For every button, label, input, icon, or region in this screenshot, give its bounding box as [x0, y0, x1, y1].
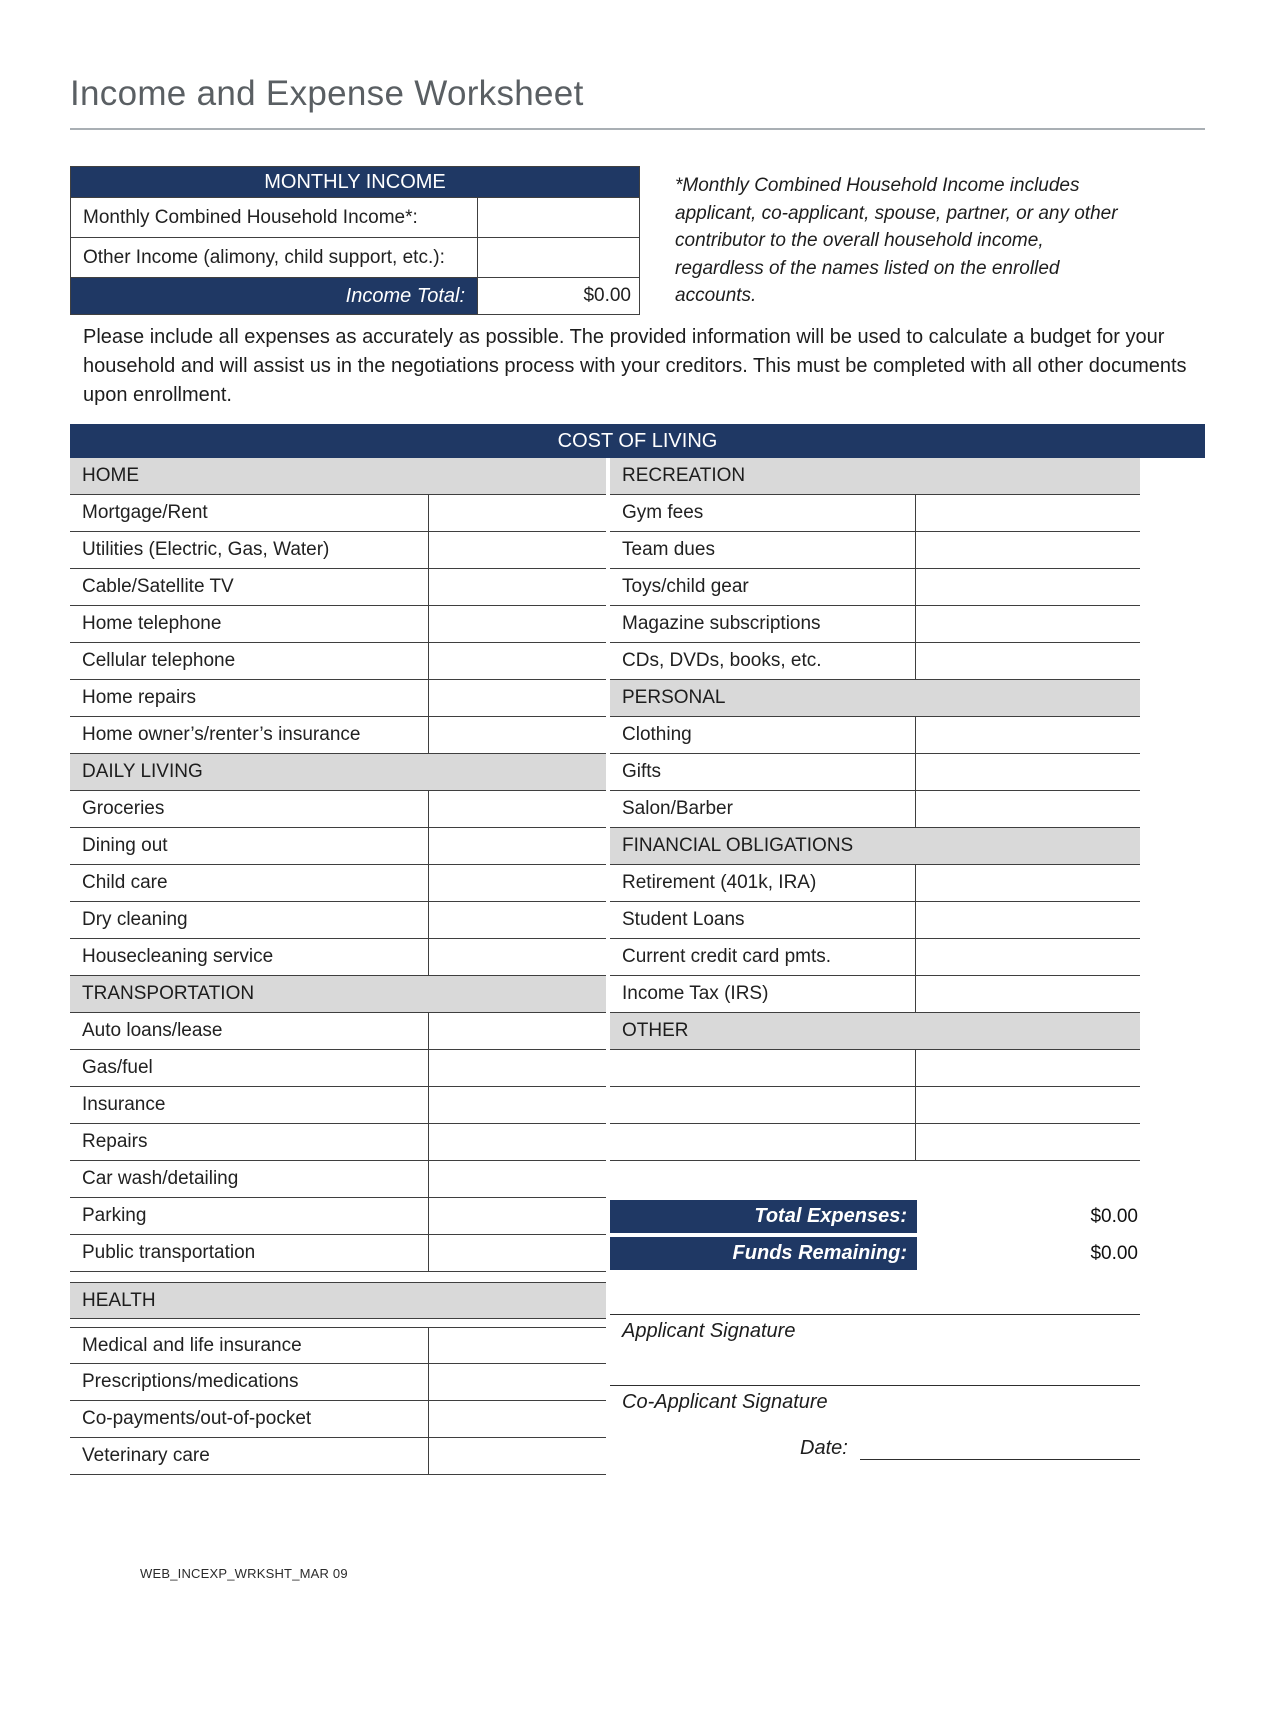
expense-amount-field[interactable] [915, 1087, 1140, 1123]
expense-row-co-payments-out-of-pocket [70, 1401, 606, 1438]
expense-amount-field[interactable] [428, 1364, 606, 1400]
expense-label: Gym fees [622, 502, 704, 523]
cost-right-rows [610, 458, 1140, 1272]
expense-row-student-loans [610, 902, 1140, 939]
spacer-row [70, 1272, 606, 1282]
section-header-home: HOME [70, 458, 606, 495]
expense-row-medical-and-life-insurance [70, 1327, 606, 1364]
expense-label: Public transportation [82, 1242, 256, 1263]
other-income-label: Other Income (alimony, child support, etc.): [83, 246, 445, 268]
instructions-text: Please include all expenses as accurately as possible. The provided information will be used to calculate a budget for your household and will assist us in the negotiations process with your creditors. This must be completed with all other documents upon enrollment. [83, 326, 1187, 406]
expense-row-car-wash-detailing [70, 1161, 606, 1198]
expense-row-gifts [610, 754, 1140, 791]
expense-amount-field[interactable] [428, 1235, 606, 1271]
expense-amount-field[interactable] [428, 680, 606, 716]
expense-row-mortgage-rent [70, 495, 606, 532]
expense-amount-field[interactable] [428, 606, 606, 642]
income-total-label: Income Total: [71, 278, 477, 314]
expense-amount-field[interactable] [428, 791, 606, 827]
expense-row-groceries [70, 791, 606, 828]
document-page [0, 74, 1275, 1475]
funds-remaining-label: Funds Remaining: [610, 1237, 917, 1270]
cost-of-living-header: COST OF LIVING [70, 424, 1205, 458]
expense-label [610, 1087, 915, 1123]
expense-amount-field[interactable] [428, 643, 606, 679]
funds-remaining-row [610, 1235, 1140, 1272]
expense-row-magazine-subscriptions [610, 606, 1140, 643]
expense-amount-field[interactable] [915, 902, 1140, 938]
expense-label [610, 1050, 915, 1086]
top-section [70, 166, 1205, 315]
expense-label: Toys/child gear [622, 576, 749, 597]
expense-amount-field[interactable] [915, 791, 1140, 827]
other-income-row [71, 237, 639, 277]
expense-amount-field[interactable] [428, 865, 606, 901]
expense-row-blank [610, 1050, 1140, 1087]
expense-row-dry-cleaning [70, 902, 606, 939]
expense-row-clothing [610, 717, 1140, 754]
cost-of-living-table [70, 458, 1205, 1475]
expense-row-income-tax-irs [610, 976, 1140, 1013]
applicant-signature-label: Applicant Signature [622, 1320, 796, 1342]
income-note: *Monthly Combined Household Income includes applicant, co-applicant, spouse, partner, or any other contributor to the overall household income, regardless of the names listed on the enrolled accounts. [675, 175, 1118, 306]
expense-row-blank [610, 1087, 1140, 1124]
expense-label: Clothing [622, 724, 692, 745]
expense-amount-field[interactable] [428, 1198, 606, 1234]
expense-amount-field[interactable] [915, 606, 1140, 642]
expense-amount-field[interactable] [915, 643, 1140, 679]
expense-label: Repairs [82, 1131, 148, 1152]
date-row [610, 1430, 1140, 1460]
document-footer: WEB_INCEXP_WRKSHT_MAR 09 [140, 1566, 348, 1581]
expense-row-current-credit-card-pmts [610, 939, 1140, 976]
title-divider [70, 128, 1205, 130]
page-title: Income and Expense Worksheet [70, 74, 584, 113]
expense-amount-field[interactable] [915, 976, 1140, 1012]
expense-amount-field[interactable] [428, 828, 606, 864]
expense-amount-field[interactable] [428, 1328, 606, 1363]
expense-row-public-transportation [70, 1235, 606, 1272]
expense-amount-field[interactable] [915, 495, 1140, 531]
expense-label: Home telephone [82, 613, 222, 634]
total-expenses-row [610, 1198, 1140, 1235]
expense-row-auto-loans-lease [70, 1013, 606, 1050]
expense-amount-field[interactable] [428, 569, 606, 605]
expense-label: Dry cleaning [82, 909, 188, 930]
expense-amount-field[interactable] [915, 569, 1140, 605]
total-expenses-label: Total Expenses: [610, 1200, 917, 1233]
expense-label [610, 1124, 915, 1160]
expense-row-team-dues [610, 532, 1140, 569]
expense-row-parking [70, 1198, 606, 1235]
expense-label: Student Loans [622, 909, 745, 930]
expense-row-home-telephone [70, 606, 606, 643]
expense-row-veterinary-care [70, 1438, 606, 1475]
monthly-income-header: MONTHLY INCOME [71, 167, 639, 197]
expense-label: Team dues [622, 539, 715, 560]
section-header-transportation: TRANSPORTATION [70, 976, 606, 1013]
cost-right-column [610, 458, 1140, 1475]
expense-row-gym-fees [610, 495, 1140, 532]
expense-row-cds-dvds-books-etc [610, 643, 1140, 680]
expense-row-cellular-telephone [70, 643, 606, 680]
household-income-field[interactable] [477, 198, 639, 237]
household-income-row [71, 197, 639, 237]
section-header-financial-obligations: FINANCIAL OBLIGATIONS [610, 828, 1140, 865]
expense-amount-field[interactable] [915, 1124, 1140, 1160]
expense-amount-field[interactable] [915, 939, 1140, 975]
expense-amount-field[interactable] [428, 1013, 606, 1049]
expense-row-prescriptions-medications [70, 1364, 606, 1401]
expense-row-child-care [70, 865, 606, 902]
signature-block [610, 1314, 1140, 1460]
expense-label: Parking [82, 1205, 147, 1226]
expense-label: Gifts [622, 761, 662, 782]
expense-row-home-owner-s-renter-s-insurance [70, 717, 606, 754]
expense-label: Housecleaning service [82, 946, 274, 967]
date-label: Date: [800, 1437, 848, 1459]
expense-label: Co-payments/out-of-pocket [82, 1408, 312, 1429]
spacer-row [610, 1161, 1140, 1198]
household-income-label: Monthly Combined Household Income*: [83, 206, 418, 228]
expense-label: Mortgage/Rent [82, 502, 208, 523]
expense-label: Gas/fuel [82, 1057, 153, 1078]
expense-label: Child care [82, 872, 168, 893]
expense-label: Home owner’s/renter’s insurance [82, 724, 361, 745]
date-field-line[interactable] [860, 1434, 1140, 1460]
other-income-field[interactable] [477, 238, 639, 277]
expense-row-insurance [70, 1087, 606, 1124]
expense-label: Groceries [82, 798, 165, 819]
cost-left-column [70, 458, 606, 1475]
spacer-row [70, 1319, 606, 1327]
expense-row-retirement-401k-ira [610, 865, 1140, 902]
expense-amount-field[interactable] [915, 1050, 1140, 1086]
expense-row-gas-fuel [70, 1050, 606, 1087]
expense-row-repairs [70, 1124, 606, 1161]
expense-label: Auto loans/lease [82, 1020, 223, 1041]
expense-row-blank [610, 1124, 1140, 1161]
expense-amount-field[interactable] [915, 865, 1140, 901]
income-total-row [71, 277, 639, 314]
expense-label: Veterinary care [82, 1445, 210, 1466]
section-header-daily-living: DAILY LIVING [70, 754, 606, 791]
expense-amount-field[interactable] [915, 754, 1140, 790]
expense-row-dining-out [70, 828, 606, 865]
expense-amount-field[interactable] [428, 1087, 606, 1123]
expense-label: Utilities (Electric, Gas, Water) [82, 539, 330, 560]
expense-amount-field[interactable] [428, 1401, 606, 1437]
expense-label: Retirement (401k, IRA) [622, 872, 817, 893]
expense-label: Cellular telephone [82, 650, 236, 671]
expense-label: Home repairs [82, 687, 197, 708]
expense-label: CDs, DVDs, books, etc. [622, 650, 822, 671]
expense-row-salon-barber [610, 791, 1140, 828]
expense-row-utilities-electric-gas-water [70, 532, 606, 569]
expense-amount-field[interactable] [915, 532, 1140, 568]
expense-row-home-repairs [70, 680, 606, 717]
expense-amount-field[interactable] [915, 717, 1140, 753]
expense-label: Dining out [82, 835, 168, 856]
expense-amount-field[interactable] [428, 902, 606, 938]
expense-amount-field[interactable] [428, 939, 606, 975]
funds-remaining-value: $0.00 [1090, 1242, 1138, 1264]
section-header-recreation: RECREATION [610, 458, 1140, 495]
expense-amount-field[interactable] [428, 1161, 606, 1197]
expense-label: Car wash/detailing [82, 1168, 239, 1189]
total-expenses-value: $0.00 [1090, 1205, 1138, 1227]
co-applicant-signature-label: Co-Applicant Signature [622, 1391, 828, 1413]
section-header-personal: PERSONAL [610, 680, 1140, 717]
expense-label: Prescriptions/medications [82, 1371, 299, 1392]
section-header-other: OTHER [610, 1013, 1140, 1050]
expense-amount-field[interactable] [428, 1438, 606, 1474]
expense-label: Cable/Satellite TV [82, 576, 234, 597]
expense-amount-field[interactable] [428, 495, 606, 531]
expense-label: Income Tax (IRS) [622, 983, 769, 1004]
expense-row-cable-satellite-tv [70, 569, 606, 606]
expense-label: Current credit card pmts. [622, 946, 832, 967]
expense-label: Medical and life insurance [82, 1334, 302, 1356]
income-total-value: $0.00 [477, 278, 639, 314]
expense-amount-field[interactable] [428, 1124, 606, 1160]
expense-amount-field[interactable] [428, 1050, 606, 1086]
expense-label: Magazine subscriptions [622, 613, 821, 634]
expense-label: Salon/Barber [622, 798, 733, 819]
monthly-income-table [70, 166, 640, 315]
expense-row-housecleaning-service [70, 939, 606, 976]
expense-amount-field[interactable] [428, 532, 606, 568]
section-header-health: HEALTH [70, 1282, 606, 1319]
expense-amount-field[interactable] [428, 717, 606, 753]
expense-row-toys-child-gear [610, 569, 1140, 606]
expense-label: Insurance [82, 1094, 166, 1115]
